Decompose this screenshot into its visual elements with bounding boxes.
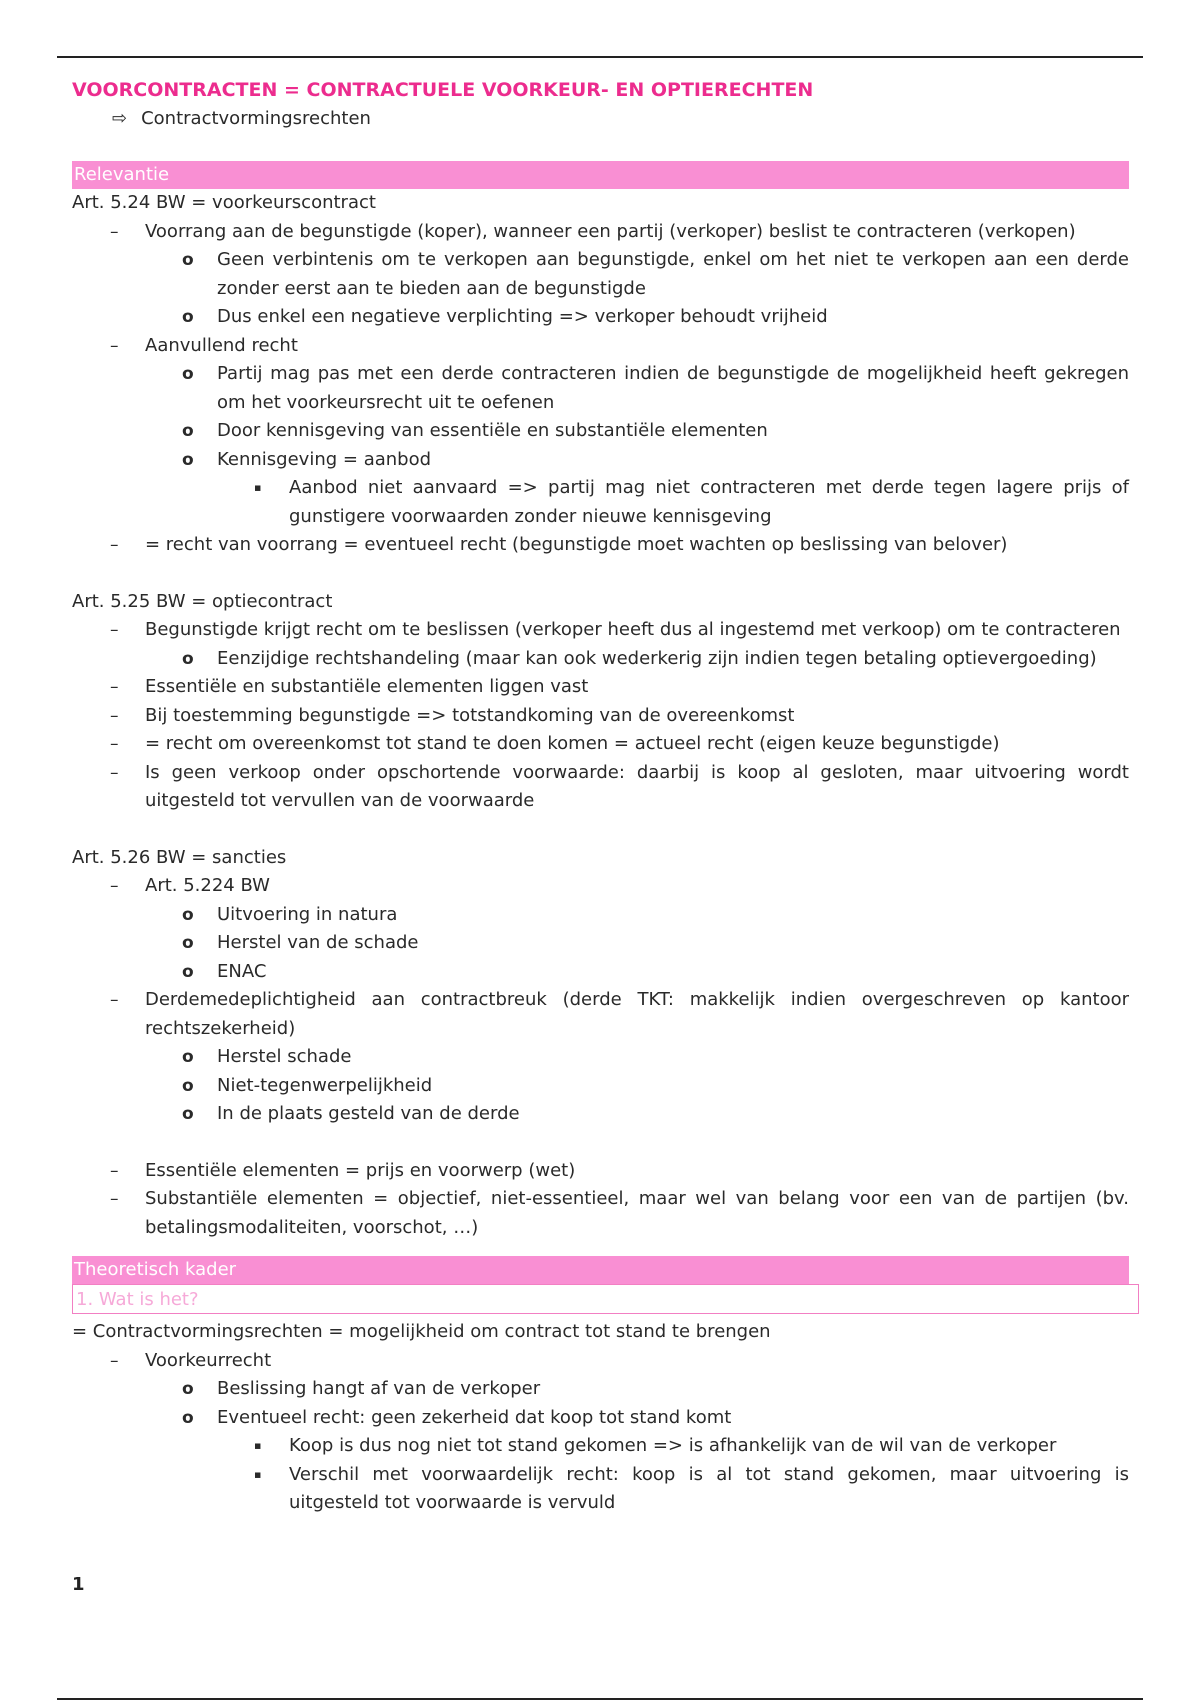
- list-item: – Art. 5.224 BW: [72, 872, 1129, 901]
- circle-bullet: o: [182, 1075, 194, 1096]
- dash-bullet: –: [110, 876, 119, 896]
- dash-bullet: –: [110, 734, 119, 754]
- document-title: VOORCONTRACTEN = CONTRACTUELE VOORKEUR- EN OPTIERECHTEN: [72, 79, 814, 101]
- subtitle-text: Contractvormingsrechten: [141, 107, 371, 129]
- dash-bullet: –: [110, 990, 119, 1010]
- art-5-24-heading: Art. 5.24 BW = voorkeurscontract: [72, 192, 376, 213]
- list-item: o Dus enkel een negatieve verplichting => verkoper behoudt vrijheid: [72, 303, 1129, 332]
- list-item: o Partij mag pas met een derde contracteren indien de begunstigde de mogelijkheid heeft gekregen om het voorkeursrecht uit te oefenen: [72, 360, 1129, 417]
- list-item: – Voorkeurrecht: [72, 1347, 1129, 1376]
- dash-bullet: –: [110, 762, 119, 783]
- list-item: – Derdemedeplichtigheid aan contractbreuk (derde TKT: makkelijk indien overgeschreven op kantoor rechtszekerheid): [72, 986, 1129, 1043]
- circle-bullet: o: [182, 904, 194, 925]
- list-item: o Herstel van de schade: [72, 929, 1129, 958]
- circle-bullet: o: [182, 1407, 194, 1428]
- dash-bullet: –: [110, 705, 119, 726]
- section-heading-relevantie: Relevantie: [72, 161, 1129, 189]
- list-item: o In de plaats gesteld van de derde: [72, 1100, 1129, 1129]
- circle-bullet: o: [182, 364, 194, 384]
- dash-bullet: –: [110, 620, 119, 640]
- circle-bullet: o: [182, 250, 194, 270]
- circle-bullet: o: [182, 1379, 194, 1399]
- list-item: – Voorrang aan de begunstigde (koper), wanneer een partij (verkoper) beslist te contracteren (verkopen): [72, 218, 1129, 247]
- list-item: – Substantiële elementen = objectief, niet-essentieel, maar wel van belang voor een van de partijen (bv. betalingsmodaliteiten, voorschot, …): [72, 1185, 1129, 1242]
- theoretisch-intro: = Contractvormingsrechten = mogelijkheid om contract tot stand te brengen: [72, 1321, 771, 1342]
- dash-bullet: –: [110, 221, 119, 242]
- list-item: – Begunstigde krijgt recht om te beslissen (verkoper heeft dus al ingestemd met verkoop) om te contracteren: [72, 616, 1129, 645]
- list-item: o Eventueel recht: geen zekerheid dat koop tot stand komt: [72, 1404, 1129, 1433]
- list-item: o ENAC: [72, 958, 1129, 987]
- list-item: – Aanvullend recht: [72, 332, 1129, 361]
- square-bullet: ▪: [254, 481, 262, 494]
- art-5-25-heading: Art. 5.25 BW = optiecontract: [72, 590, 333, 612]
- top-rule: [57, 56, 1143, 58]
- document-body: [72, 76, 1129, 1518]
- list-item: o Niet-tegenwerpelijkheid: [72, 1072, 1129, 1101]
- circle-bullet: o: [182, 648, 194, 669]
- dash-bullet: –: [110, 1160, 119, 1181]
- list-item: o Door kennisgeving van essentiële en substantiële elementen: [72, 417, 1129, 446]
- list-item: – = recht om overeenkomst tot stand te doen komen = actueel recht (eigen keuze begunstigde): [72, 730, 1129, 759]
- list-item: – Essentiële elementen = prijs en voorwerp (wet): [72, 1157, 1129, 1186]
- circle-bullet: o: [182, 449, 194, 470]
- list-item: o Geen verbintenis om te verkopen aan begunstigde, enkel om het niet te verkopen aan een derde zonder eerst aan te bieden aan de begunstigde: [72, 246, 1129, 303]
- dash-bullet: –: [110, 535, 119, 555]
- list-item: – = recht van voorrang = eventueel recht (begunstigde moet wachten op beslissing van belover): [72, 531, 1129, 560]
- list-item: – Bij toestemming begunstigde => totstandkoming van de overeenkomst: [72, 702, 1129, 731]
- arrow-right-icon: ⇨: [112, 107, 128, 129]
- dash-bullet: –: [110, 335, 119, 356]
- dash-bullet: –: [110, 1189, 119, 1209]
- list-item: ▪ Verschil met voorwaardelijk recht: koop is al tot stand gekomen, maar uitvoering is uitgesteld tot voorwaarde is vervuld: [72, 1461, 1129, 1518]
- circle-bullet: o: [182, 1104, 194, 1124]
- circle-bullet: o: [182, 421, 194, 441]
- list-item: ▪ Aanbod niet aanvaard => partij mag niet contracteren met derde tegen lagere prijs of gunstigere voorwaarden zonder nieuwe kennisgeving: [72, 474, 1129, 531]
- list-item: o Uitvoering in natura: [72, 901, 1129, 930]
- dash-bullet: –: [110, 677, 119, 697]
- subsection-heading-wat-is-het: 1. Wat is het?: [72, 1284, 1139, 1314]
- circle-bullet: o: [182, 961, 194, 982]
- circle-bullet: o: [182, 933, 194, 953]
- list-item: o Herstel schade: [72, 1043, 1129, 1072]
- circle-bullet: o: [182, 307, 194, 327]
- page-number: 1: [72, 1574, 85, 1595]
- circle-bullet: o: [182, 1047, 194, 1067]
- list-item: ▪ Koop is dus nog niet tot stand gekomen => is afhankelijk van de wil van de verkoper: [72, 1432, 1129, 1461]
- document-subtitle: [72, 105, 1129, 134]
- section-heading-theoretisch-kader: Theoretisch kader: [72, 1256, 1129, 1284]
- list-item: o Kennisgeving = aanbod: [72, 446, 1129, 475]
- list-item: o Beslissing hangt af van de verkoper: [72, 1375, 1129, 1404]
- square-bullet: ▪: [254, 1467, 262, 1481]
- square-bullet: ▪: [254, 1439, 262, 1452]
- list-item: – Is geen verkoop onder opschortende voorwaarde: daarbij is koop al gesloten, maar uitvoering wordt uitgesteld tot vervullen van de voorwaarde: [72, 759, 1129, 816]
- dash-bullet: –: [110, 1350, 119, 1371]
- art-5-26-heading: Art. 5.26 BW = sancties: [72, 846, 287, 868]
- list-item: o Eenzijdige rechtshandeling (maar kan ook wederkerig zijn indien tegen betaling optievergoeding): [72, 645, 1129, 674]
- list-item: – Essentiële en substantiële elementen liggen vast: [72, 673, 1129, 702]
